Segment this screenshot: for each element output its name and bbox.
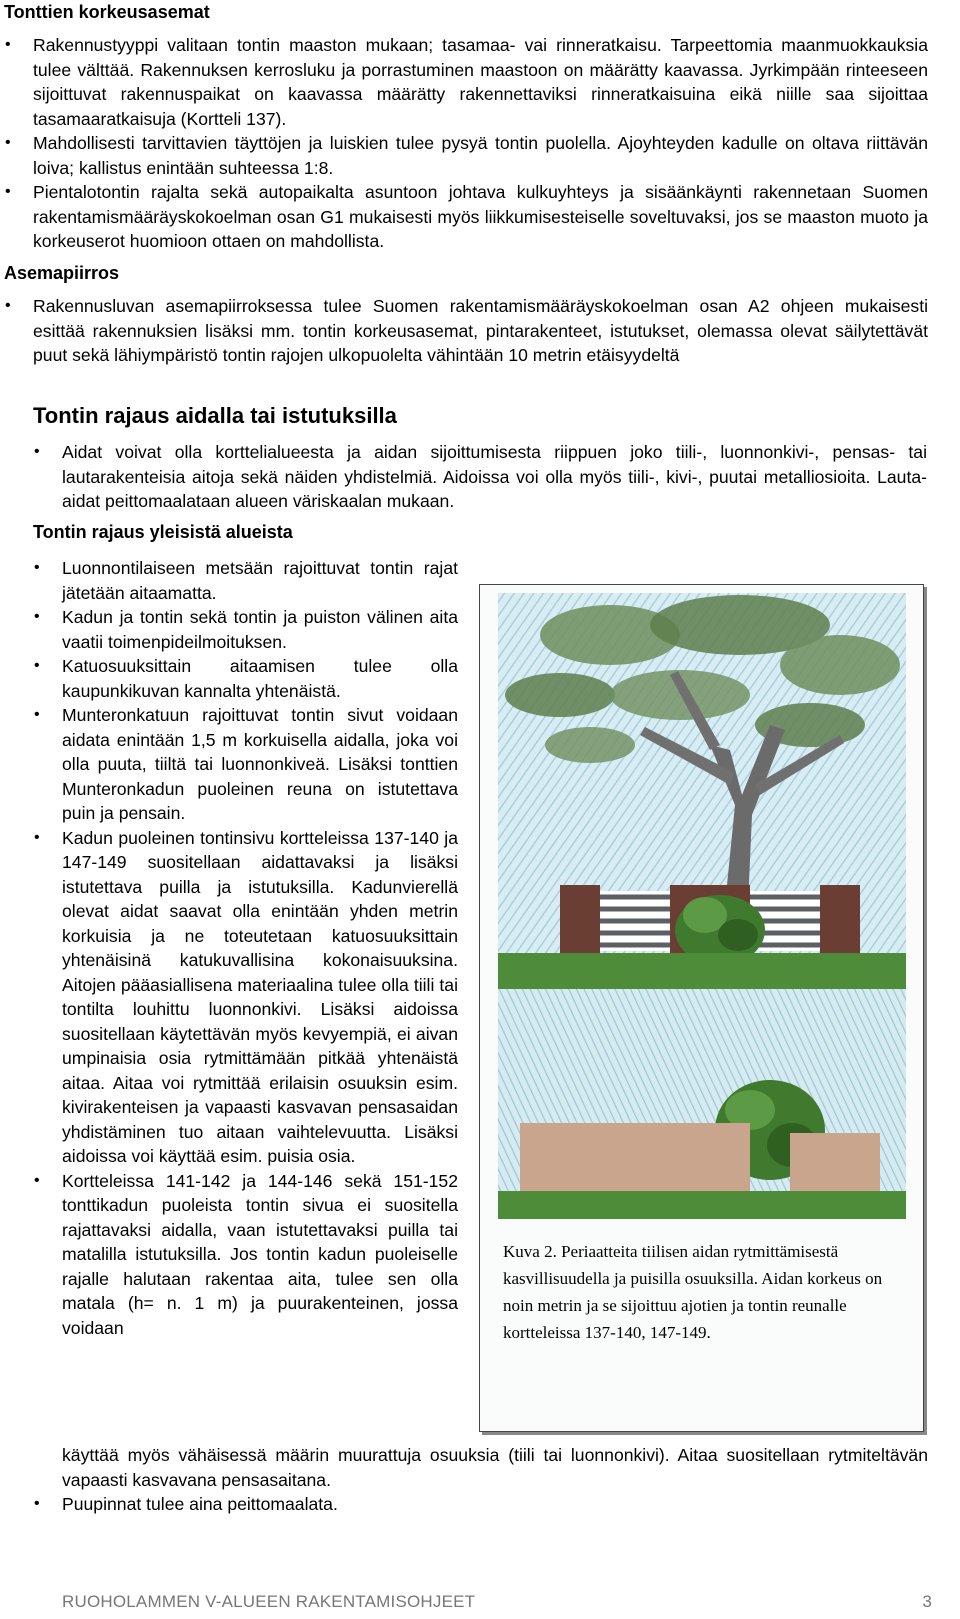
list-item: • Rakennustyyppi valitaan tontin maaston mukaan; tasamaa- vai rinneratkaisu. Tarpeettomia maanmuokkauksia tulee välttää. Rakennuksen kerrosluku ja porrastuminen maastoon on määrätty kaavassa. Jyrkimpään rinteeseen sijoittuvat rakennuspaikat on kaavassa määrätty rakennettaviksi rinneratkaisuina eikä niille saa sijoittaa tasamaaratkaisuja (Kortteli 137). (33, 33, 928, 131)
bullet-list-rajaus (62, 440, 927, 514)
section-heading-korkeusasemat: Tonttien korkeusasemat (4, 2, 210, 22)
list-item: • Luonnontilaiseen metsään rajoittuvat tontin rajat jätetään aitaamatta. (62, 556, 458, 605)
list-item: • Aidat voivat olla korttelialueesta ja aidan sijoittumisesta riippuen joko tiili-, luonnonkivi-, pensas- tai lautarakenteisia aitoja sekä näiden yhdistelmiä. Aidoissa voi olla myös tiili-, kivi-, puutai metalliosioita. Lauta-aidat peittomaalataan alueen väriskaalan mukaan. (62, 440, 927, 514)
list-item: • Katuosuuksittain aitaamisen tulee olla kaupunkikuvan kannalta yhtenäistä. (62, 654, 458, 703)
page-number: 3 (922, 1592, 932, 1611)
bullet-list-yleiset-alueet (62, 556, 458, 1340)
list-item: • Munteronkatuun rajoittuvat tontin sivut voidaan aidata enintään 1,5 m korkuisella aidalla, joka voi olla puuta, tiiltä tai luonnonkiveä. Lisäksi tonttien Munteronkadun puoleinen reuna on istutettava puin ja pensain. (62, 703, 458, 826)
brick-fence-low-right (790, 1133, 880, 1191)
grass-strip-lower (498, 1191, 906, 1219)
page-footer (62, 1592, 932, 1612)
section-heading-rajaus: Tontin rajaus aidalla tai istutuksilla (33, 403, 397, 428)
bullet-list-korkeusasemat (33, 33, 928, 254)
section-heading-yleiset-alueet: Tontin rajaus yleisistä alueista (33, 522, 293, 542)
brick-fence-low-left (520, 1123, 750, 1191)
list-item: • Kadun puoleinen tontinsivu kortteleissa 137-140 ja 147-149 suositellaan aidattavaksi ja lisäksi istutettava puilla ja istutuksilla. Kadunvierellä olevat aidat saavat olla enintään yhden metrin korkuisia ja ne toteutetaan katuosuuksittain yhtenäisinä katukuvallisina kokonaisuuksina. Aitojen pääasiallisena materiaalina tulee olla tiili tai tontilta louhittu luonnonkivi. Lisäksi aidoissa suositellaan käytettävän myös kevyempiä, ei aivan umpinaisia osia rytmittämään pitkää yhtenäistä aitaa. Aitaa voi rytmittää erilaisin osuuksin esim. kivirakenteisen ja vapaasti kasvavan pensasaidan yhdistäminen tuo aitaan vaihtelevuutta. Lisäksi aidoissa voi käyttää esim. puisia osia. (62, 826, 458, 1169)
list-item: • Kadun ja tontin sekä tontin ja puiston välinen aita vaatii toimenpideilmoituksen. (62, 605, 458, 654)
list-item: • Pientalotontin rajalta sekä autopaikalta asuntoon johtava kulkuyhteys ja sisäänkäynti rakennetaan Suomen rakentamismääräyskokoelman osan G1 mukaisesti myös liikkumisesteiselle soveltuvaksi, jos se maaston muoto ja korkeuserot huomioon ottaen on mahdollista. (33, 180, 928, 254)
bullet-list-last (62, 1492, 927, 1517)
section-heading-asemapiirros: Asemapiirros (4, 263, 120, 283)
footer-title: RUOHOLAMMEN V-ALUEEN RAKENTAMISOHJEET (62, 1592, 476, 1611)
list-item: • Mahdollisesti tarvittavien täyttöjen ja luiskien tulee pysyä tontin puolella. Ajoyhteyden kadulle on oltava riittävän loiva; kallistus enintään suhteessa 1:8. (33, 131, 928, 180)
figure-caption: Kuva 2. Periaatteita tiilisen aidan rytmittämisestä kasvillisuudella ja puisilla osuuksilla. Aidan korkeus on noin metrin ja se sijoittuu ajotien ja tontin reunalle kortteleissa 137-140, 147-149. (503, 1242, 883, 1342)
list-item: • Kortteleissa 141-142 ja 144-146 sekä 151-152 tonttikadun puoleista tontin sivua ei suositella rajattavaksi aidalla, vaan istutettavaksi puilla tai matalilla istutuksilla. Jos tontin kadun puoleiselle rajalle halutaan rakentaa aita, tulee sen olla matala (h= n. 1 m) ja puurakenteinen, jossa voidaan (62, 1169, 458, 1341)
list-item-continuation: käyttää myös vähäisessä määrin muurattuja osuuksia (tiili tai luonnonkivi). Aitaa suositellaan rytmiteltävän vapaasti kasvavana pensasaitana. (62, 1445, 928, 1490)
bullet-list-asemapiirros (33, 294, 928, 368)
grass-strip-upper (498, 953, 906, 989)
list-item: • Puupinnat tulee aina peittomaalata. (62, 1492, 927, 1517)
list-item: • Rakennusluvan asemapiirroksessa tulee Suomen rakentamismääräyskokoelman osan A2 ohjeen mukaisesti esittää rakennuksien lisäksi mm. tontin korkeusasemat, pintarakenteet, istutukset, olemassa olevat säilytettävät puut sekä lähiympäristö tontin rajojen ulkopuolelta vähintään 10 metrin etäisyydeltä (33, 294, 928, 368)
